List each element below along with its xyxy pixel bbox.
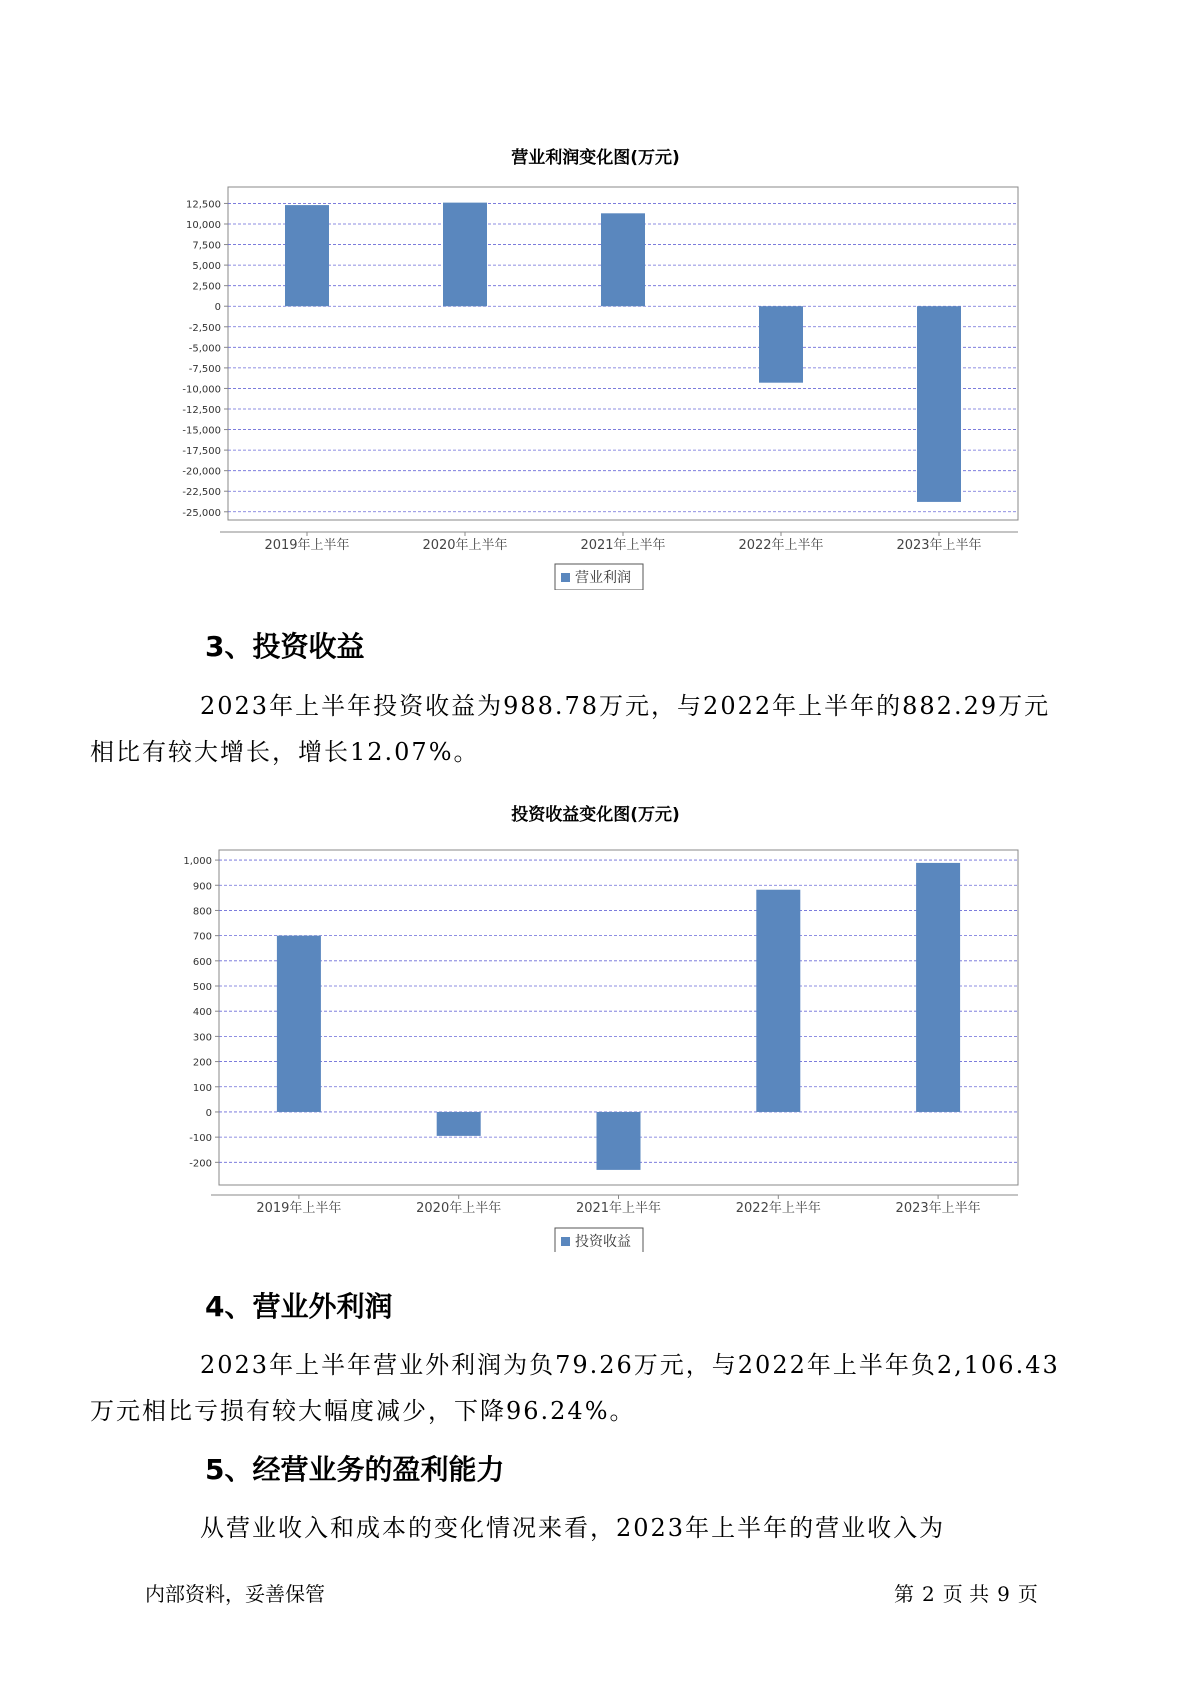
legend: [555, 1228, 643, 1252]
section-3-line-2: 相比有较大增长，增长12.07%。: [90, 738, 480, 766]
y-tick-label: 1,000: [183, 856, 212, 868]
section-4-paragraph: [90, 1342, 1060, 1434]
y-tick-label: 7,500: [192, 240, 221, 252]
y-tick-label: 2,500: [192, 281, 221, 293]
x-tick-label: 2020年上半年: [422, 538, 508, 553]
y-tick-label: 0: [205, 1107, 212, 1119]
y-tick-label: 200: [192, 1057, 212, 1069]
investment-income-chart: [0, 832, 1191, 1252]
y-tick-label: 800: [192, 906, 212, 918]
y-tick-label: 5,000: [192, 261, 221, 273]
y-tick-label: 400: [192, 1007, 212, 1019]
legend-swatch: [561, 573, 570, 582]
operating-profit-chart: [0, 170, 1191, 590]
y-tick-label: -15,000: [182, 425, 221, 437]
y-tick-label: -7,500: [188, 363, 221, 375]
bar: [756, 890, 800, 1112]
x-tick-label: 2021年上半年: [575, 1201, 662, 1216]
section-5-heading: 5、经营业务的盈利能力: [205, 1453, 505, 1486]
footer-page-suffix: 页: [1017, 1582, 1038, 1606]
section-3-paragraph: [90, 683, 1060, 775]
section-3-heading: 3、投资收益: [205, 630, 365, 663]
y-tick-label: -200: [189, 1158, 212, 1170]
y-tick-label: -22,500: [182, 487, 221, 499]
legend-label: 投资收益: [575, 1234, 631, 1250]
x-tick-label: 2022年上半年: [735, 1201, 821, 1216]
y-tick-label: -12,500: [182, 405, 221, 416]
y-tick-label: 100: [192, 1082, 212, 1094]
footer-page-number: 2: [922, 1582, 935, 1606]
bar: [285, 205, 329, 306]
bar: [277, 936, 321, 1112]
y-tick-label: 900: [192, 881, 212, 893]
legend-label: 营业利润: [575, 570, 631, 586]
section-4-line-2: 万元相比亏损有较大幅度减少，下降96.24%。: [90, 1397, 636, 1425]
bar: [597, 1112, 641, 1170]
y-tick-label: 700: [192, 931, 212, 943]
section-4-line-1: 2023年上半年营业外利润为负79.26万元，与2022年上半年负2,106.43: [200, 1351, 1060, 1379]
y-tick-label: -25,000: [182, 507, 221, 519]
bar: [437, 1112, 481, 1136]
bar: [443, 203, 487, 307]
y-tick-label: -5,000: [188, 343, 221, 355]
x-tick-label: 2019年上半年: [256, 1201, 342, 1216]
y-tick-label: 10,000: [186, 220, 221, 231]
y-tick-label: -20,000: [182, 466, 221, 478]
legend-swatch: [561, 1237, 570, 1246]
section-4-heading: 4、营业外利润: [205, 1290, 393, 1323]
bar: [917, 306, 961, 502]
section-3-line-1: 2023年上半年投资收益为988.78万元，与2022年上半年的882.29万元: [200, 692, 1051, 720]
x-tick-label: 2020年上半年: [416, 1201, 502, 1216]
x-tick-label: 2021年上半年: [580, 538, 666, 553]
y-tick-label: -17,500: [182, 446, 221, 458]
footer-confidential-note: 内部资料，妥善保管: [145, 1582, 325, 1606]
x-tick-label: 2023年上半年: [896, 538, 982, 553]
y-tick-label: 0: [214, 302, 221, 314]
section-5-paragraph: [145, 1505, 1060, 1551]
y-tick-label: -100: [189, 1133, 212, 1145]
bar: [601, 213, 645, 306]
y-tick-label: 12,500: [186, 199, 221, 211]
y-tick-label: -2,500: [188, 322, 221, 334]
legend: [555, 564, 643, 590]
footer-page-prefix: 第: [894, 1582, 914, 1606]
y-tick-label: -10,000: [182, 384, 221, 396]
chart1-title: 营业利润变化图(万元): [511, 148, 680, 168]
footer-page-mid: 页 共: [942, 1582, 990, 1606]
x-tick-label: 2019年上半年: [264, 538, 350, 553]
y-tick-label: 300: [192, 1032, 212, 1044]
section-5-line-1: 从营业收入和成本的变化情况来看，2023年上半年的营业收入为: [200, 1514, 946, 1542]
chart2-title: 投资收益变化图(万元): [511, 805, 680, 825]
bar: [916, 863, 960, 1112]
footer-page-info: [890, 1578, 1042, 1607]
footer-page-total: 9: [997, 1582, 1010, 1606]
y-tick-label: 500: [192, 982, 212, 994]
x-tick-label: 2022年上半年: [738, 538, 824, 553]
bar: [759, 306, 803, 382]
x-tick-label: 2023年上半年: [895, 1201, 981, 1216]
y-tick-label: 600: [192, 956, 212, 968]
